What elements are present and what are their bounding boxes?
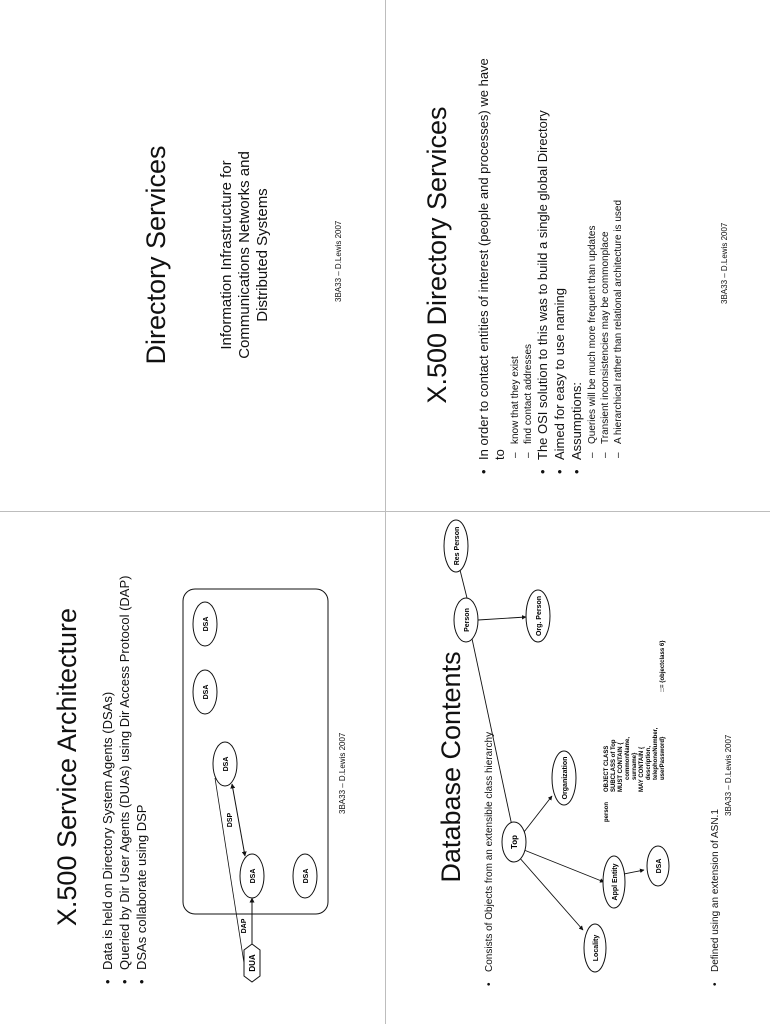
slide-footer: 3BA33 – D.Lewis 2007 bbox=[338, 732, 347, 814]
slide-cell-x500 bbox=[386, 0, 770, 510]
dsp-label: DSP bbox=[227, 812, 234, 828]
dap-label: DAP bbox=[241, 918, 248, 934]
slide-title: Directory Services bbox=[141, 145, 171, 365]
bullet-item: • Data is held on Directory System Agents (DSAs) bbox=[100, 554, 116, 984]
slide-footer: 3BA33 – D.Lewis 2007 bbox=[724, 734, 733, 816]
hierarchy-link bbox=[524, 850, 604, 882]
bullet-item: • Assumptions: bbox=[569, 44, 585, 474]
sub-bullet-item: – find contact addresses bbox=[522, 44, 535, 474]
node-label: Appl Entity bbox=[612, 863, 619, 901]
definition-suffix: ::= {objectclass 6} bbox=[660, 640, 666, 692]
slide-service-architecture bbox=[0, 512, 384, 1022]
slide-title: X.500 Service Architecture bbox=[52, 607, 82, 927]
definition-line: description, bbox=[646, 745, 652, 780]
node-label: Organization bbox=[562, 756, 569, 800]
slide-cell-database bbox=[386, 512, 770, 1022]
definition-line: commonName, bbox=[625, 736, 631, 780]
definition-line: MUST CONTAIN { bbox=[618, 742, 624, 792]
definition-line: telephoneNumber, bbox=[653, 727, 659, 780]
dsa-label: DSA bbox=[223, 756, 230, 772]
hierarchy-link bbox=[471, 634, 512, 826]
sub-bullet-item: – A hierarchical rather than relational architecture is used bbox=[612, 44, 625, 474]
node-label: Top bbox=[510, 834, 519, 850]
slide-x500-directory bbox=[386, 0, 770, 510]
hierarchy-link bbox=[518, 856, 583, 930]
node-label: Locality bbox=[593, 934, 600, 962]
dsa-label: DSA bbox=[250, 868, 257, 884]
bullet-item: • Defined using an extension of ASN.1 bbox=[708, 546, 724, 986]
dsa-label: DSA bbox=[203, 684, 210, 700]
subtitle-line: Information Infrastructure for bbox=[218, 160, 235, 350]
class-definition bbox=[604, 640, 666, 822]
definition-line: MAY CONTAIN { bbox=[639, 746, 645, 792]
definition-line: surname} bbox=[632, 752, 638, 780]
dsa-label: DSA bbox=[203, 616, 210, 632]
slide-footer: 3BA33 – D.Lewis 2007 bbox=[334, 220, 343, 302]
node-label: Person bbox=[464, 608, 471, 632]
slide-title: X.500 Directory Services bbox=[422, 106, 452, 404]
node-label: Res Person bbox=[454, 526, 461, 566]
node-label: Org. Person bbox=[536, 595, 543, 637]
hierarchy-link bbox=[524, 796, 552, 832]
slide-cell-architecture bbox=[0, 512, 384, 1022]
definition-line: SUBCLASS of Top bbox=[611, 739, 617, 792]
dua-to-dsa-link bbox=[215, 778, 244, 963]
bullet-list bbox=[708, 546, 725, 986]
bullet-list bbox=[476, 44, 625, 474]
slide-directory-services bbox=[0, 0, 384, 510]
node-label: DSA bbox=[656, 858, 663, 874]
definition-name: person bbox=[604, 801, 610, 822]
bullet-item: • Aimed for easy to use naming bbox=[552, 44, 568, 474]
subtitle-line: Distributed Systems bbox=[254, 188, 271, 322]
slide-subtitle bbox=[218, 0, 272, 510]
hierarchy-link bbox=[478, 617, 526, 620]
bullet-item: • Queried by Dir User Agents (DUAs) using Dir Access Protocol (DAP) bbox=[117, 554, 133, 984]
sub-bullet-item: – Queries will be much more frequent than updates bbox=[586, 44, 599, 474]
architecture-diagram bbox=[0, 512, 384, 1022]
bullet-item: • Consists of Objects from an extensible class hierarchy bbox=[482, 546, 498, 986]
slide-title: Database Contents bbox=[436, 651, 466, 883]
dua-label: DUA bbox=[248, 954, 257, 972]
definition-line: userPassword} bbox=[660, 736, 666, 780]
definition-line: OBJECT CLASS bbox=[604, 745, 610, 792]
slide-cell-title bbox=[0, 0, 384, 510]
bullet-item: • The OSI solution to this was to build a single global Directory bbox=[535, 44, 551, 474]
bullet-item: • In order to contact entities of interest (people and processes) we have to bbox=[476, 44, 508, 474]
slide-footer: 3BA33 – D.Lewis 2007 bbox=[720, 222, 729, 304]
slide-database-contents bbox=[386, 512, 770, 1022]
sub-bullet-item: – know that they exist bbox=[509, 44, 522, 474]
sub-bullet-item: – Transient inconsistencies may be commonplace bbox=[599, 44, 612, 474]
bullet-item: • DSAs collaborate using DSP bbox=[134, 554, 150, 984]
dsa-label: DSA bbox=[303, 868, 310, 884]
subtitle-line: Communications Networks and bbox=[236, 151, 253, 359]
